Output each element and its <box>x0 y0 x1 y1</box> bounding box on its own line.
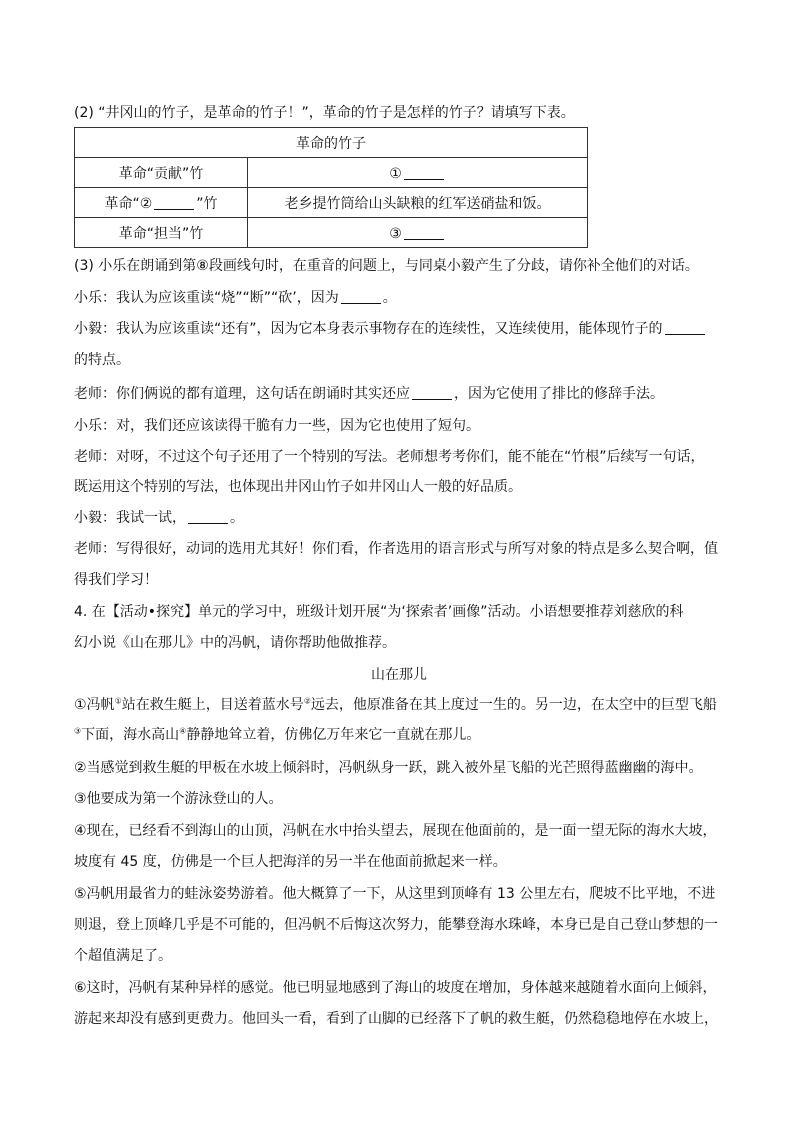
story-paragraph: 坡度有 45 度，仿佛是一个巨人把海洋的另一半在他面前掀起来一样。 <box>74 854 507 870</box>
answer-blank[interactable] <box>665 319 705 335</box>
dialogue-line: 老师：你们俩说的都有道理，这句话在朗诵时其实还应 ，因为它使用了排比的修辞手法。 <box>74 386 664 402</box>
table-title: 革命的竹子 <box>75 128 588 158</box>
table-row <box>75 158 588 188</box>
story-paragraph: 个超值满足了。 <box>74 948 172 964</box>
table-row <box>75 218 588 248</box>
dialogue-line: 得我们学习！ <box>74 572 158 588</box>
revolution-bamboo-table <box>74 127 588 248</box>
dialogue-line: 小乐：我认为应该重读“烧”“断”“砍’，因为 。 <box>74 290 397 306</box>
answer-blank[interactable] <box>412 384 452 400</box>
answer-blank[interactable] <box>404 224 444 240</box>
dialogue-line: 老师：对呀，不过这个句子还用了一个特别的写法。老师想考考你们，能不能在“竹根”后续写一句话， <box>74 449 705 465</box>
table-cell-left: 革命“担当”竹 <box>75 218 248 248</box>
dialogue-line: 既运用这个特别的写法，也体现出井冈山竹子如井冈山人一般的好品质。 <box>74 479 522 495</box>
story-paragraph: 游起来却没有感到更费力。他回头一看，看到了山脚的已经落下了帆的救生艇，仍然稳稳地停在水坡上， <box>74 1011 718 1027</box>
table-cell-right: ① <box>248 158 588 188</box>
answer-blank[interactable] <box>154 194 194 210</box>
story-paragraph: ③他要成为第一个游泳登山的人。 <box>74 791 283 807</box>
story-paragraph: ③下面，海水高山④静静地耸立着，仿佛亿万年来它一直就在那儿。 <box>74 726 481 743</box>
story-paragraph: ④现在，已经看不到海山的山顶，冯帆在水中抬头望去，展现在他面前的，是一面一望无际的海水大坡， <box>74 823 717 839</box>
q2-prompt: (2) “井冈山的竹子，是革命的竹子！”，革命的竹子是怎样的竹子？请填写下表。 <box>74 105 575 121</box>
table-cell-left: 革命“② ”竹 <box>75 188 248 218</box>
answer-blank[interactable] <box>188 508 228 524</box>
q4-prompt: 4. 在【活动•探究】单元的学习中，班级计划开展“为‘探索者’画像”活动。小语想要推荐刘慈欣的科 <box>74 604 684 620</box>
story-paragraph: ⑥这时，冯帆有某种异样的感觉。他已明显地感到了海山的坡度在增加，身体越来越随着水面向上倾斜， <box>74 980 717 996</box>
answer-blank[interactable] <box>404 164 444 180</box>
dialogue-line: 小乐：对，我们还应该读得干脆有力一些，因为它也使用了短句。 <box>74 418 480 434</box>
story-paragraph: 则退，登上顶峰几乎是不可能的，但冯帆不后悔这次努力，能攀登海水珠峰，本身已是自己登山梦想的一 <box>74 917 718 933</box>
story-title: 山在那儿 <box>371 667 427 683</box>
dialogue-line: 小毅：我试一试， 。 <box>74 510 244 526</box>
dialogue-line: 的特点。 <box>74 352 130 368</box>
story-paragraph: ⑤冯帆用最省力的蛙泳姿势游着。他大概算了一下，从这里到顶峰有 13 公里左右，爬坡不比平地，不进 <box>74 886 716 902</box>
table-row <box>75 188 588 218</box>
table-cell-right: ③ <box>248 218 588 248</box>
dialogue-line: 老师：写得很好，动词的选用尤其好！你们看，作者选用的语言形式与所写对象的特点是多么契合啊，值 <box>74 541 718 557</box>
story-paragraph: ①冯帆①站在救生艇上，目送着蓝水号②远去，他原准备在其上度过一生的。另一边，在太空中的巨型飞船 <box>74 696 717 713</box>
table-cell-left: 革命“贡献”竹 <box>75 158 248 188</box>
story-paragraph: ②当感觉到救生艇的甲板在水坡上倾斜时，冯帆纵身一跃，跳入被外星飞船的光芒照得蓝幽幽的海中。 <box>74 760 703 776</box>
dialogue-line: 小毅：我认为应该重读“还有”，因为它本身表示事物存在的连续性，又连续使用，能体现竹子的 <box>74 319 724 339</box>
answer-blank[interactable] <box>341 288 381 304</box>
q3-prompt: (3) 小乐在朗诵到第⑧段画线句时，在重音的问题上，与同桌小毅产生了分歧，请你补全他们的对话。 <box>74 258 699 274</box>
table-cell-right: 老乡提竹筒给山头缺粮的红军送硝盐和饭。 <box>248 188 588 218</box>
q4-prompt: 幻小说《山在那儿》中的冯帆，请你帮助他做推荐。 <box>74 635 396 651</box>
